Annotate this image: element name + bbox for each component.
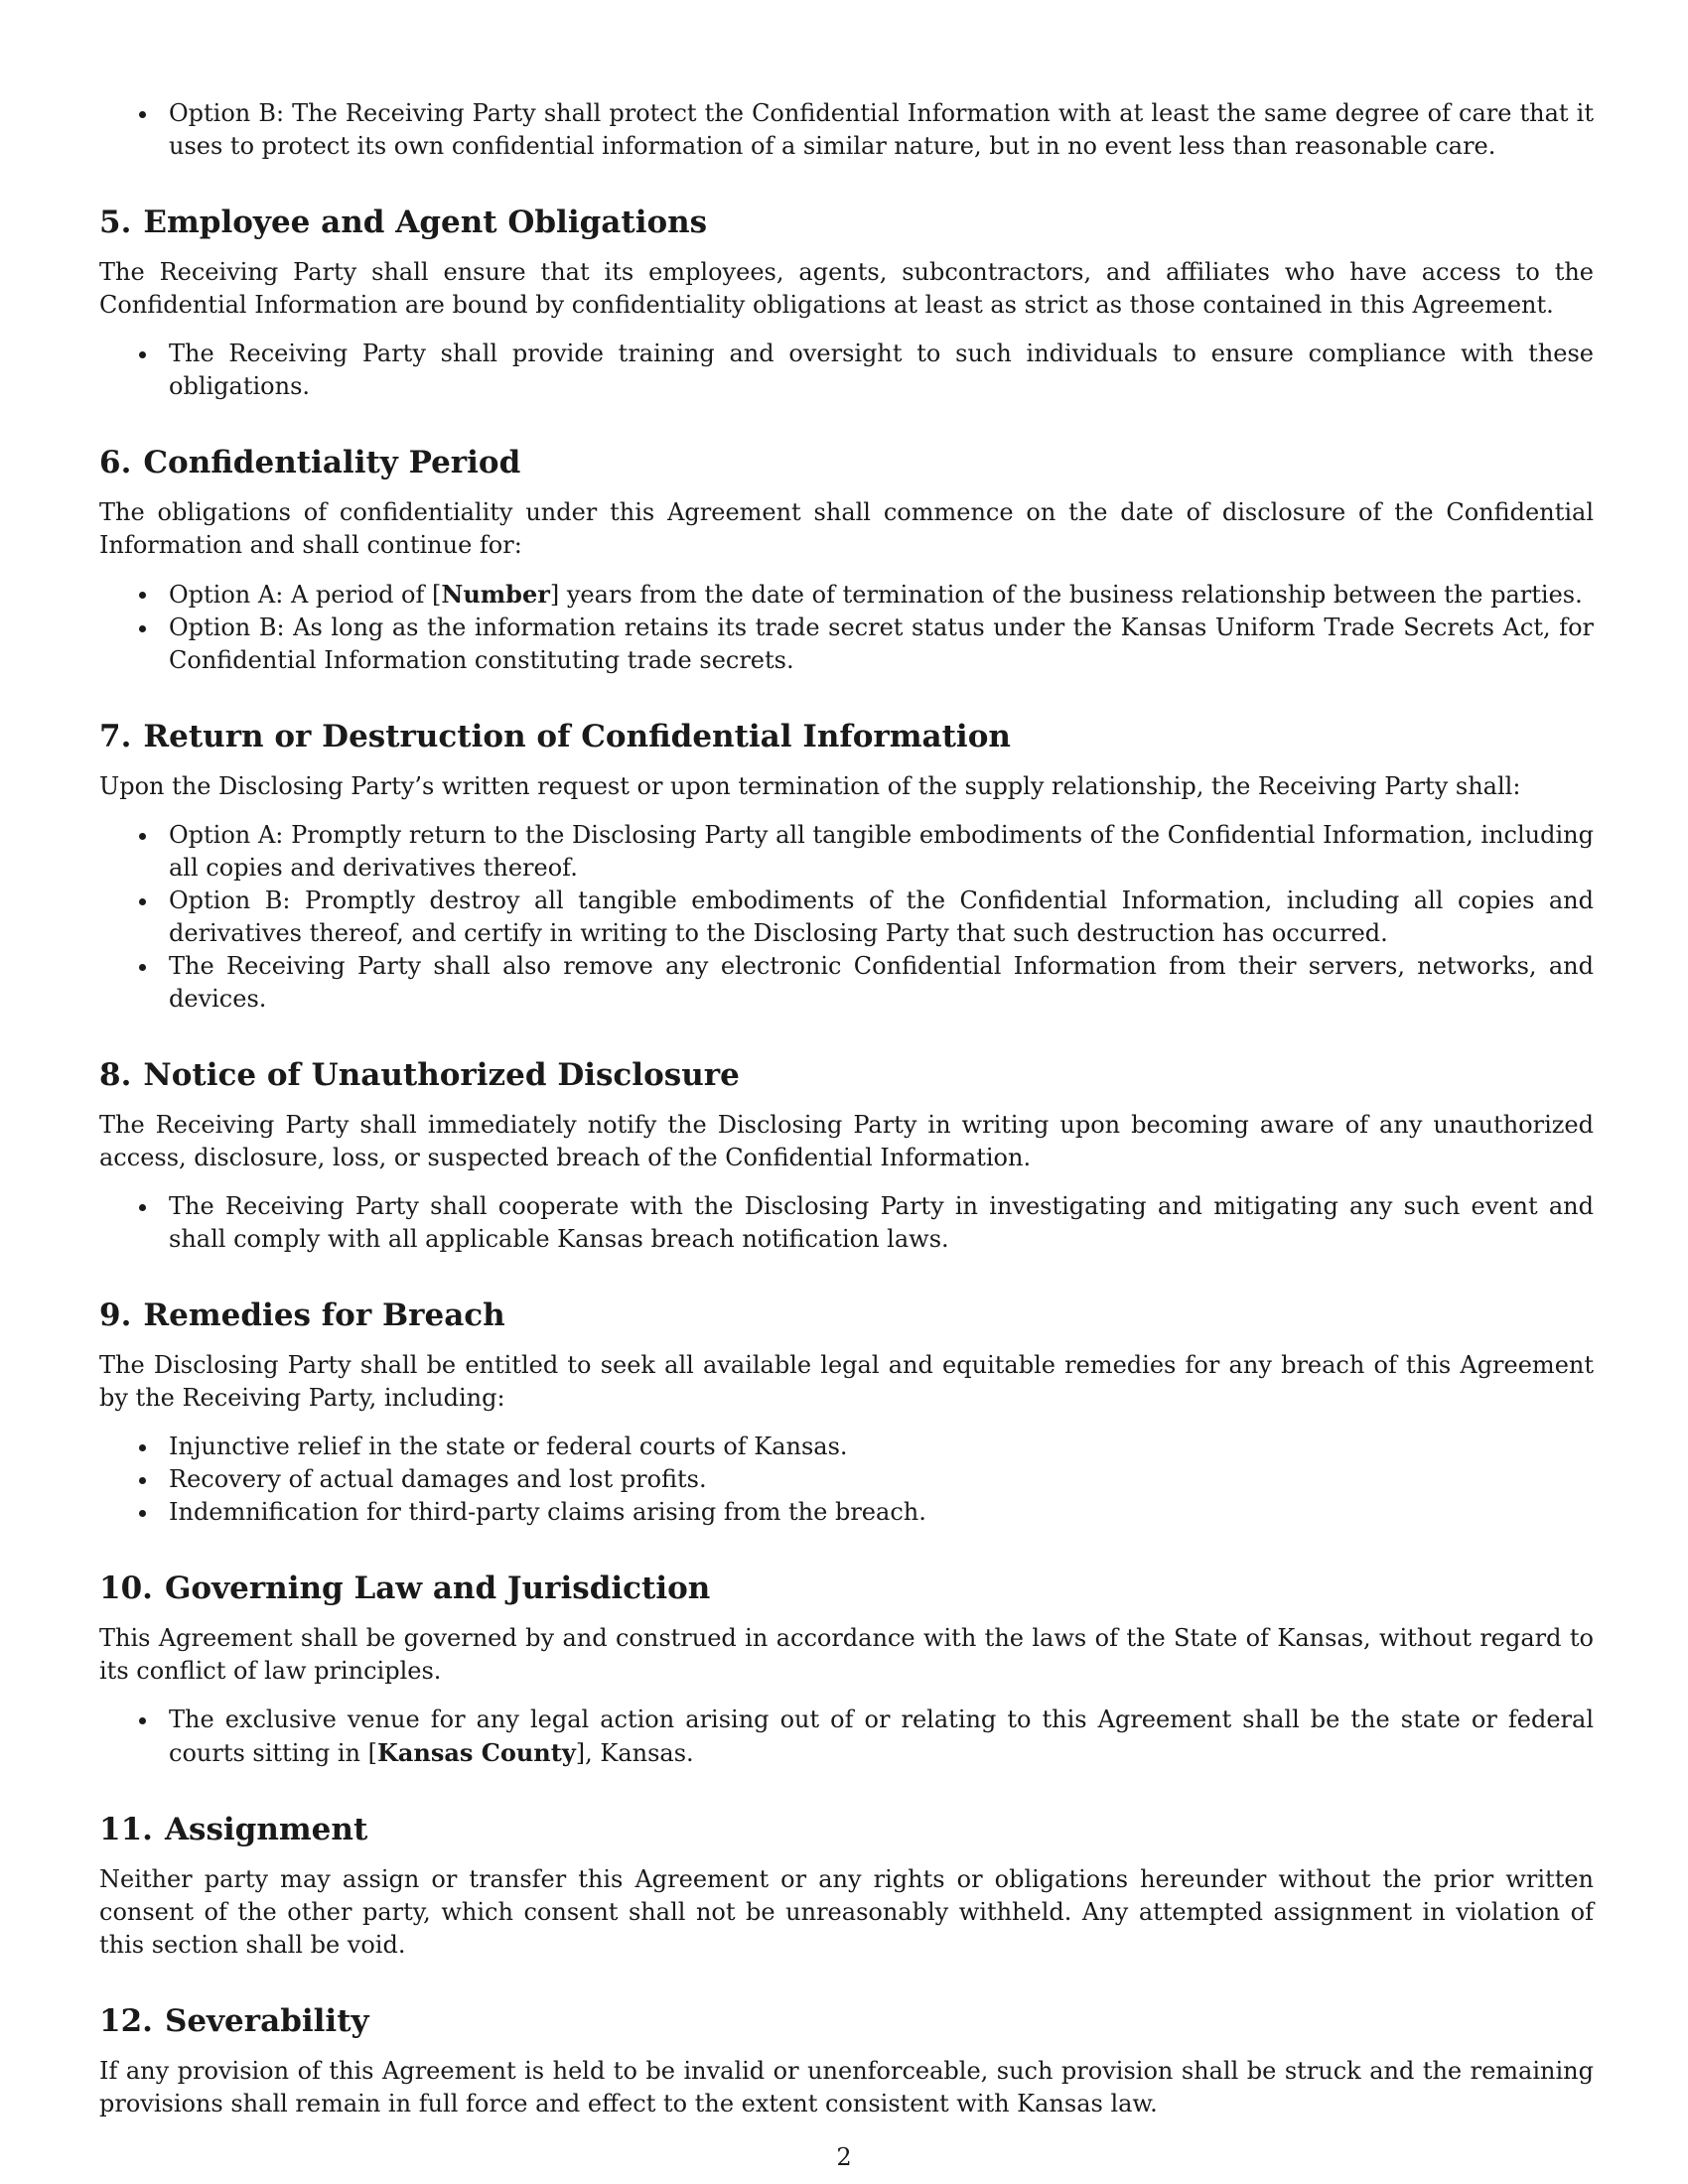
list-item bbox=[99, 338, 1594, 403]
section-number: 5. bbox=[99, 205, 132, 240]
list-item bbox=[99, 1496, 1594, 1529]
list-item-text: The Receiving Party shall cooperate with the Disclosing Party in investigating and mitigating any such event and shall comply with all applicable Kansas breach notification laws. bbox=[169, 1192, 1594, 1253]
section-title: Return or Destruction of Confidential Information bbox=[143, 719, 1011, 754]
list-item bbox=[99, 1431, 1594, 1463]
section-heading bbox=[99, 1569, 1594, 1608]
list-item bbox=[99, 1190, 1594, 1256]
list-item-text-post: ], Kansas. bbox=[575, 1739, 694, 1767]
section-number: 6. bbox=[99, 445, 132, 480]
list-item-text: Indemnification for third-party claims arising from the breach. bbox=[169, 1498, 926, 1526]
section-paragraph: If any provision of this Agreement is held to be invalid or unenforceable, such provision shall be struck and the remaining provisions shall remain in full force and effect to the extent consistent with Kansas law. bbox=[99, 2057, 1594, 2117]
section-paragraph: The obligations of confidentiality under this Agreement shall commence on the date of disclosure of the Confidential Information and shall continue for: bbox=[99, 498, 1594, 559]
bullet-icon bbox=[139, 351, 146, 358]
bullet-icon bbox=[139, 592, 146, 599]
list-item-text: Recovery of actual damages and lost profits. bbox=[169, 1465, 707, 1493]
section-paragraph: The Receiving Party shall immediately notify the Disclosing Party in writing upon becoming aware of any unauthorized access, disclosure, loss, or suspected breach of the Confidential Information. bbox=[99, 1111, 1594, 1171]
section-title: Assignment bbox=[164, 1812, 368, 1847]
list-item-text-post: ] years from the date of termination of the business relationship between the parties. bbox=[549, 581, 1583, 609]
section-title: Governing Law and Jurisdiction bbox=[164, 1570, 711, 1606]
list-item bbox=[99, 1463, 1594, 1496]
section-number: 9. bbox=[99, 1297, 132, 1333]
list-item bbox=[99, 819, 1594, 885]
list-item bbox=[99, 97, 1594, 163]
bullet-icon bbox=[139, 1477, 146, 1484]
bullet-icon bbox=[139, 1204, 146, 1211]
section-number: 8. bbox=[99, 1057, 132, 1093]
section-number: 11. bbox=[99, 1812, 153, 1847]
section-heading bbox=[99, 2001, 1594, 2041]
list-item bbox=[99, 885, 1594, 950]
section-heading bbox=[99, 1810, 1594, 1849]
section-heading bbox=[99, 717, 1594, 756]
list-item-text: Injunctive relief in the state or federal courts of Kansas. bbox=[169, 1433, 848, 1460]
continuation-list bbox=[99, 97, 1594, 163]
bullet-icon bbox=[139, 833, 146, 840]
section-list bbox=[99, 338, 1594, 403]
list-item bbox=[99, 1704, 1594, 1770]
section-number: 7. bbox=[99, 719, 132, 754]
section-title: Employee and Agent Obligations bbox=[143, 205, 708, 240]
placeholder-field: Kansas County bbox=[376, 1738, 576, 1767]
section-title: Notice of Unauthorized Disclosure bbox=[143, 1057, 740, 1093]
section-paragraph: Neither party may assign or transfer this Agreement or any rights or obligations hereunder without the prior written consent of the other party, which consent shall not be unreasonably withheld. Any attempted assignment in violation of this section shall be void. bbox=[99, 1865, 1594, 1959]
page-number: 2 bbox=[836, 2143, 852, 2171]
list-item-text: Option B: Promptly destroy all tangible embodiments of the Confidential Information, including all copies and derivatives thereof, and certify in writing to the Disclosing Party that such destruction has occurred. bbox=[169, 887, 1594, 947]
section-list bbox=[99, 1704, 1594, 1770]
section-paragraph: The Receiving Party shall ensure that its employees, agents, subcontractors, and affiliates who have access to the Confidential Information are bound by confidentiality obligations at least as strict as those contained in this Agreement. bbox=[99, 258, 1594, 319]
list-item bbox=[99, 950, 1594, 1016]
section-heading bbox=[99, 203, 1594, 242]
bullet-icon bbox=[139, 1510, 146, 1517]
list-item bbox=[99, 578, 1594, 612]
list-item-text: Option A: Promptly return to the Disclosing Party all tangible embodiments of the Confidential Information, including all copies and derivatives thereof. bbox=[169, 821, 1594, 882]
section-title: Confidentiality Period bbox=[143, 445, 521, 480]
section-list bbox=[99, 578, 1594, 677]
list-item-text-pre: The exclusive venue for any legal action arising out of or relating to this Agreement shall be the state or federal courts sitting in [ bbox=[169, 1706, 1594, 1767]
list-item bbox=[99, 612, 1594, 677]
placeholder-field: Number bbox=[441, 580, 550, 609]
bullet-icon bbox=[139, 625, 146, 632]
list-item-text: The Receiving Party shall provide training and oversight to such individuals to ensure compliance with these obligations. bbox=[169, 340, 1594, 400]
section-heading bbox=[99, 1296, 1594, 1335]
section-title: Remedies for Breach bbox=[143, 1297, 505, 1333]
section-list bbox=[99, 1190, 1594, 1256]
section-heading bbox=[99, 1055, 1594, 1095]
section-paragraph: The Disclosing Party shall be entitled to seek all available legal and equitable remedies for any breach of this Agreement by the Receiving Party, including: bbox=[99, 1351, 1594, 1412]
list-item-text: Option B: The Receiving Party shall protect the Confidential Information with at least the same degree of care that it uses to protect its own confidential information of a similar nature, but in no event less than reasonable care. bbox=[169, 99, 1594, 160]
document-page bbox=[99, 97, 1594, 2120]
list-item-text-pre: Option A: A period of [ bbox=[169, 581, 442, 609]
section-heading bbox=[99, 443, 1594, 482]
section-paragraph: Upon the Disclosing Party’s written request or upon termination of the supply relationship, the Receiving Party shall: bbox=[99, 772, 1521, 800]
section-title: Severability bbox=[164, 2003, 369, 2039]
section-number: 12. bbox=[99, 2003, 153, 2039]
section-paragraph: This Agreement shall be governed by and construed in accordance with the laws of the State of Kansas, without regard to its conflict of law principles. bbox=[99, 1624, 1594, 1685]
bullet-icon bbox=[139, 1717, 146, 1724]
bullet-icon bbox=[139, 964, 146, 971]
bullet-icon bbox=[139, 1444, 146, 1451]
section-list bbox=[99, 1431, 1594, 1529]
section-list bbox=[99, 819, 1594, 1016]
list-item-text: Option B: As long as the information retains its trade secret status under the Kansas Uniform Trade Secrets Act, for Confidential Information constituting trade secrets. bbox=[169, 614, 1594, 674]
section-number: 10. bbox=[99, 1570, 153, 1606]
bullet-icon bbox=[139, 898, 146, 905]
bullet-icon bbox=[139, 111, 146, 118]
list-item-text: The Receiving Party shall also remove any electronic Confidential Information from their servers, networks, and devices. bbox=[169, 952, 1594, 1013]
